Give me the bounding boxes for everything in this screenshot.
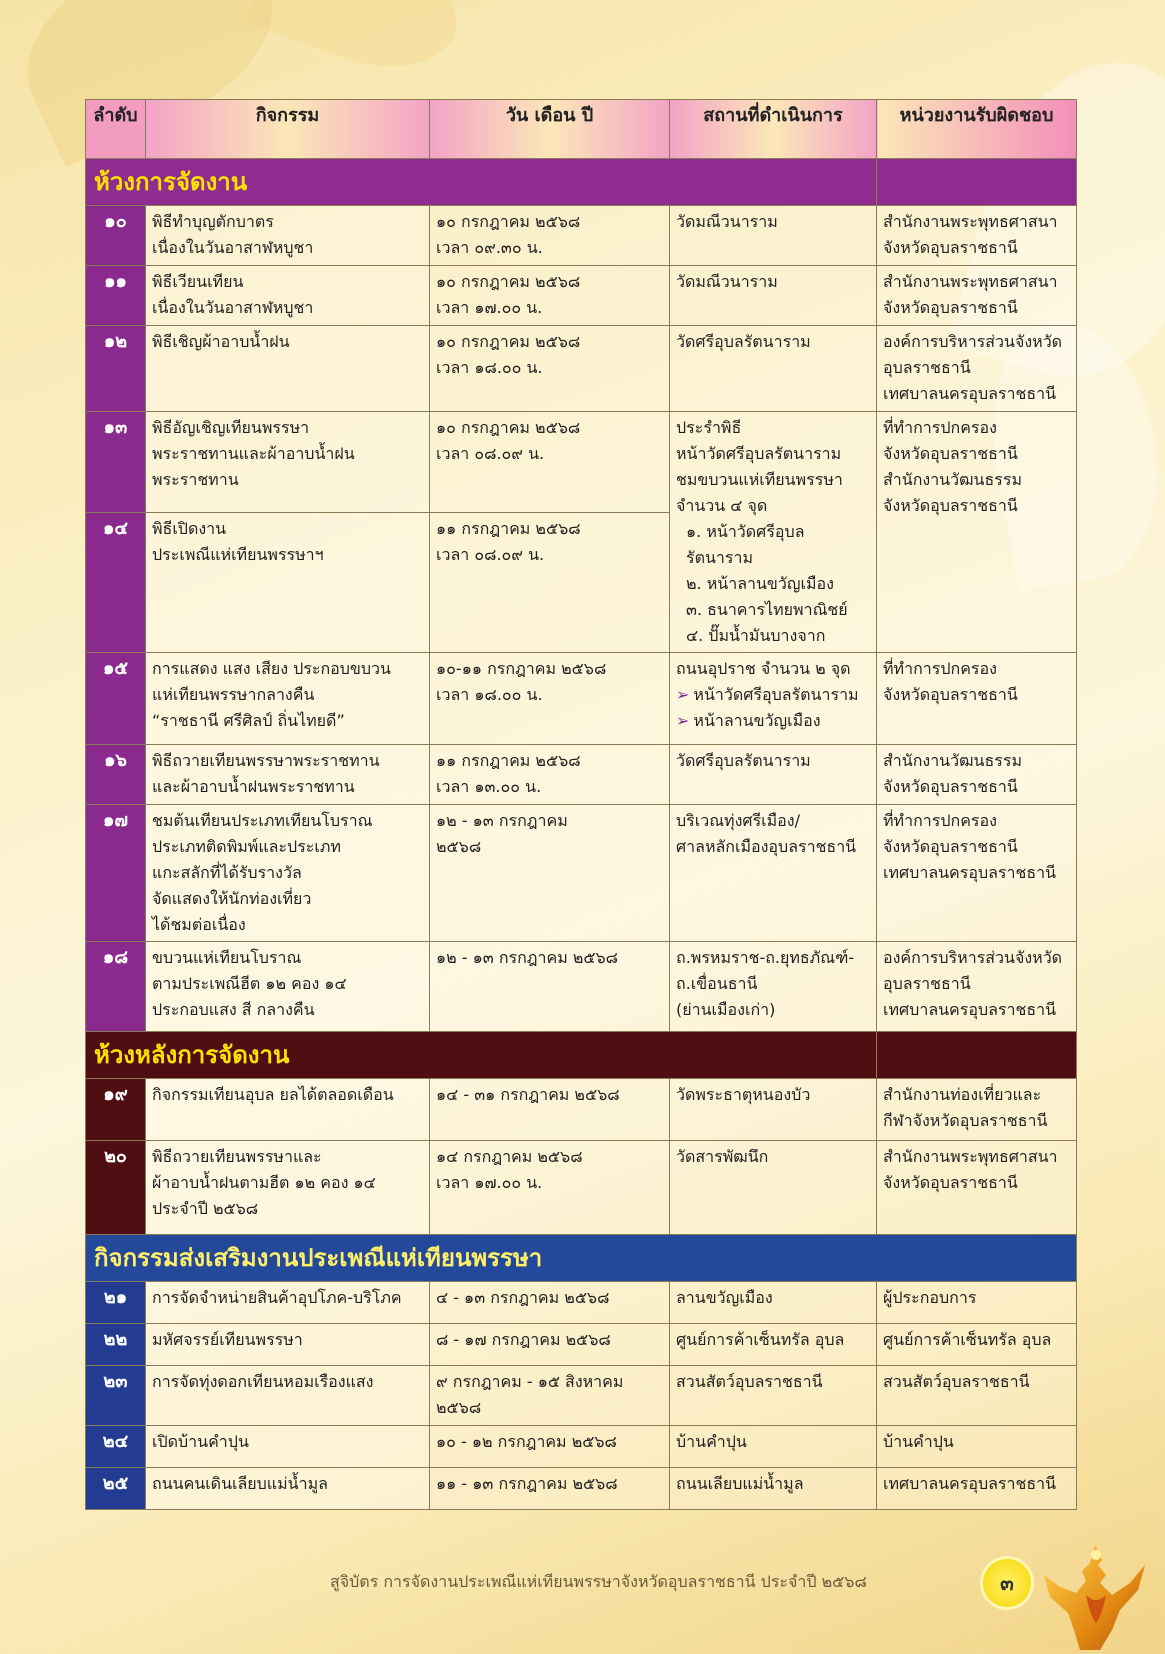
text-line: จัดแสดงให้นักท่องเที่ยว [152, 889, 312, 908]
text-line: การแสดง แสง เสียง ประกอบขบวน [152, 659, 391, 678]
text-line: เทศบาลนครอุบลราชธานี [883, 1474, 1057, 1493]
text-line: ที่ทำการปกครอง [883, 659, 997, 678]
table-row [86, 1426, 1077, 1468]
table-row [86, 326, 1077, 412]
table-row [86, 206, 1077, 266]
text-line: สำนักงานพระพุทธศาสนา [883, 272, 1058, 291]
text-line: ๙ กรกฎาคม - ๑๕ สิงหาคม [436, 1372, 624, 1391]
text-line: วัดมณีวนาราม [676, 212, 778, 231]
organizer-cell [877, 1079, 1077, 1141]
text-line: ๑๔ กรกฎาคม ๒๕๖๘ [436, 1147, 583, 1166]
text-line: จังหวัดอุบลราชธานี [883, 496, 1018, 515]
text-line: พิธีถวายเทียนพรรษาพระราชทาน [152, 751, 380, 770]
text-line: เวลา ๐๘.๐๙ น. [436, 444, 545, 463]
date-cell [430, 653, 670, 745]
text-line: พิธีเปิดงาน [152, 518, 227, 538]
header-organizer: หน่วยงานรับผิดชอบ [877, 100, 1077, 159]
text-line: ๑๑ กรกฎาคม ๒๕๖๘ [436, 751, 581, 770]
activity-cell [146, 1324, 430, 1366]
text-line: ที่ทำการปกครอง [883, 811, 997, 830]
text-line: องค์การบริหารส่วนจังหวัด [883, 948, 1063, 967]
table-row [86, 412, 1077, 513]
date-cell [430, 512, 670, 652]
date-cell [430, 412, 670, 513]
arrow-list-item [676, 708, 870, 734]
organizer-cell [877, 653, 1077, 745]
text-line: ๑๐ กรกฎาคม ๒๕๖๘ [436, 272, 581, 291]
text-line: การจัดจำหน่ายสินค้าอุปโภค-บริโภค [152, 1288, 402, 1307]
section-title: ห้วงหลังการจัดงาน [86, 1032, 877, 1079]
text-line: ผู้ประกอบการ [883, 1288, 977, 1307]
text-line: ๔ - ๑๓ กรกฎาคม ๒๕๖๘ [436, 1288, 610, 1307]
text-line: จังหวัดอุบลราชธานี [883, 685, 1018, 704]
text-line: ๑๒ - ๑๓ กรกฎาคม [436, 811, 568, 830]
text-line: บริเวณทุ่งศรีเมือง/ [676, 811, 800, 830]
place-cell [670, 1079, 877, 1141]
text-line: สำนักงานท่องเที่ยวและ [883, 1085, 1042, 1104]
text-line: บ้านคำปุน [676, 1432, 747, 1451]
row-number: ๒๕ [86, 1468, 146, 1510]
bg-decoration [246, 0, 475, 91]
row-number: ๑๐ [86, 206, 146, 266]
text-line: จังหวัดอุบลราชธานี [883, 298, 1018, 317]
date-cell [430, 1366, 670, 1426]
text-line: สวนสัตว์อุบลราชธานี [883, 1372, 1030, 1391]
activity-cell [146, 745, 430, 805]
date-cell [430, 326, 670, 412]
text-line: วัดมณีวนาราม [676, 272, 778, 291]
section-row [86, 1032, 1077, 1079]
text-line: จำนวน ๔ จุด [676, 496, 768, 515]
table-row [86, 1468, 1077, 1510]
text-line: เวลา ๑๓.๐๐ น. [436, 777, 542, 796]
table-row [86, 942, 1077, 1032]
text-line: พิธีเวียนเทียน [152, 272, 244, 291]
text-line: กิจกรรมเทียนอุบล ยลได้ตลอดเดือน [152, 1085, 394, 1104]
text-line: และผ้าอาบน้ำฝนพระราชทาน [152, 777, 355, 796]
table-row [86, 1141, 1077, 1235]
date-cell [430, 1468, 670, 1510]
activity-cell [146, 206, 430, 266]
text-line: เปิดบ้านคำปุน [152, 1432, 249, 1451]
activity-cell [146, 412, 430, 513]
row-number: ๑๘ [86, 942, 146, 1032]
place-cell [670, 653, 877, 745]
activity-cell [146, 653, 430, 745]
list-item: ๓. ธนาคารไทยพาณิชย์ [686, 600, 848, 619]
text-line: วัดพระธาตุหนองบัว [676, 1085, 811, 1104]
text-line: ศูนย์การค้าเซ็นทรัล อุบล [676, 1330, 845, 1349]
text-line: สวนสัตว์อุบลราชธานี [676, 1372, 823, 1391]
table-row [86, 1324, 1077, 1366]
organizer-cell [877, 745, 1077, 805]
arrow-list-item [676, 682, 870, 708]
text-line: “ราชธานี ศรีศิลป์ ถิ่นไทยดี” [152, 711, 345, 730]
organizer-cell [877, 1282, 1077, 1324]
text-line: สำนักงานวัฒนธรรม [883, 470, 1022, 489]
text-line: ลานขวัญเมือง [676, 1288, 773, 1307]
activity-cell [146, 326, 430, 412]
text-line: พิธีทำบุญตักบาตร [152, 212, 274, 231]
text-line: เทศบาลนครอุบลราชธานี [883, 1000, 1057, 1019]
place-cell [670, 1324, 877, 1366]
garuda-emblem-icon [1040, 1535, 1150, 1650]
date-cell [430, 1141, 670, 1235]
header-activity: กิจกรรม [146, 100, 430, 159]
text-line: การจัดทุ่งดอกเทียนหอมเรืองแสง [152, 1372, 374, 1391]
date-cell [430, 942, 670, 1032]
date-cell [430, 805, 670, 942]
list-item: ๒. หน้าลานขวัญเมือง [686, 574, 834, 593]
row-number: ๑๒ [86, 326, 146, 412]
organizer-cell [877, 1141, 1077, 1235]
organizer-cell [877, 942, 1077, 1032]
text-line: แห่เทียนพรรษากลางคืน [152, 685, 315, 704]
section-title: กิจกรรมส่งเสริมงานประเพณีแห่เทียนพรรษา [86, 1235, 1077, 1282]
text-line: ประกอบแสง สี กลางคืน [152, 1000, 315, 1019]
place-cell [670, 942, 877, 1032]
text-line: ถนนอุปราช จำนวน ๒ จุด [676, 659, 851, 678]
text-line: เวลา ๑๗.๐๐ น. [436, 298, 543, 317]
text-line: สำนักงานวัฒนธรรม [883, 751, 1022, 770]
row-number: ๑๗ [86, 805, 146, 942]
activity-cell [146, 1426, 430, 1468]
date-cell [430, 206, 670, 266]
page-number: ๓ [1000, 1571, 1014, 1595]
date-cell [430, 266, 670, 326]
activity-cell [146, 1366, 430, 1426]
text-line: ถนนคนเดินเลียบแม่น้ำมูล [152, 1474, 328, 1493]
organizer-cell [877, 206, 1077, 266]
text-line: ชมขบวนแห่เทียนพรรษา [676, 470, 843, 489]
row-number: ๑๕ [86, 653, 146, 745]
place-cell [670, 805, 877, 942]
text-line: ผ้าอาบน้ำฝนตามฮีต ๑๒ คอง ๑๔ [152, 1173, 376, 1192]
section-row [86, 1235, 1077, 1282]
organizer-cell [877, 1366, 1077, 1426]
header-date: วัน เดือน ปี [430, 100, 670, 159]
text-line: ประรำพิธี [676, 418, 742, 437]
text-line: พิธีอัญเชิญเทียนพรรษา [152, 418, 310, 437]
table-row [86, 745, 1077, 805]
list-item: ๔. ปั๊มน้ำมันบางจาก [686, 626, 826, 645]
section-row [86, 159, 1077, 206]
text-line: ประจำปี ๒๕๖๘ [152, 1199, 259, 1218]
table-row [86, 1366, 1077, 1426]
text-line: มหัศจรรย์เทียนพรรษา [152, 1330, 303, 1349]
text-line: พิธีถวายเทียนพรรษาและ [152, 1147, 322, 1166]
arrow-bullet-icon: ➢ [676, 685, 690, 704]
row-number: ๑๓ [86, 412, 146, 513]
header-place: สถานที่ดำเนินการ [670, 100, 877, 159]
section-spacer [877, 159, 1077, 206]
place-cell [670, 1282, 877, 1324]
text-line: พิธีเชิญผ้าอาบน้ำฝน [152, 332, 290, 351]
place-cell [670, 266, 877, 326]
text-line: เวลา ๐๘.๐๙ น. [436, 544, 545, 564]
text-line: ศูนย์การค้าเซ็นทรัล อุบล [883, 1330, 1052, 1349]
table-header-row [86, 100, 1077, 159]
text-line: จังหวัดอุบลราชธานี [883, 837, 1018, 856]
date-cell [430, 1426, 670, 1468]
text-line: ๑๐ กรกฎาคม ๒๕๖๘ [436, 212, 581, 231]
text-line: เทศบาลนครอุบลราชธานี [883, 384, 1057, 403]
text-line: เนื่องในวันอาสาฬหบูชา [152, 298, 314, 317]
text-line: วัดศรีอุบลรัตนาราม [676, 332, 811, 351]
text-line: ๑๑ - ๑๓ กรกฎาคม ๒๕๖๘ [436, 1474, 618, 1493]
text-line: ๑๐ กรกฎาคม ๒๕๖๘ [436, 332, 581, 351]
text-line: อุบลราชธานี [883, 358, 971, 377]
place-cell [670, 412, 877, 653]
date-cell [430, 1079, 670, 1141]
table-row [86, 266, 1077, 326]
activity-cell [146, 1282, 430, 1324]
section-spacer [877, 1032, 1077, 1079]
text-line: ชมต้นเทียนประเภทเทียนโบราณ [152, 811, 373, 830]
row-number: ๒๒ [86, 1324, 146, 1366]
text-line: ๑๑ กรกฎาคม ๒๕๖๘ [436, 518, 581, 538]
organizer-cell [877, 412, 1077, 653]
footer-text: สูจิบัตร การจัดงานประเพณีแห่เทียนพรรษาจังหวัดอุบลราชธานี ประจำปี ๒๕๖๘ [330, 1572, 867, 1591]
text-line: ๘ - ๑๗ กรกฎาคม ๒๕๖๘ [436, 1330, 611, 1349]
organizer-cell [877, 805, 1077, 942]
row-number: ๑๙ [86, 1079, 146, 1141]
section-title: ห้วงการจัดงาน [86, 159, 877, 206]
text-line: เวลา ๑๘.๐๐ น. [436, 358, 543, 377]
text-line: ๑๒ - ๑๓ กรกฎาคม ๒๕๖๘ [436, 948, 619, 967]
place-cell [670, 1366, 877, 1426]
date-cell [430, 745, 670, 805]
place-cell [670, 1141, 877, 1235]
text-line: เทศบาลนครอุบลราชธานี [883, 863, 1057, 882]
activity-cell [146, 512, 430, 652]
row-number: ๒๓ [86, 1366, 146, 1426]
text-line: จังหวัดอุบลราชธานี [883, 238, 1018, 257]
row-number: ๑๔ [86, 512, 146, 652]
activity-cell [146, 805, 430, 942]
text-line: ตามประเพณีฮีต ๑๒ คอง ๑๔ [152, 974, 347, 993]
text-line: ๑๐-๑๑ กรกฎาคม ๒๕๖๘ [436, 659, 607, 678]
row-number: ๒๑ [86, 1282, 146, 1324]
organizer-cell [877, 1468, 1077, 1510]
organizer-cell [877, 1324, 1077, 1366]
text-line: เวลา ๐๙.๓๐ น. [436, 238, 543, 257]
organizer-cell [877, 266, 1077, 326]
text-line: หน้าวัดศรีอุบลรัตนาราม [693, 685, 859, 704]
place-cell [670, 1468, 877, 1510]
text-line: ศาลหลักเมืองอุบลราชธานี [676, 837, 857, 856]
text-line: เนื่องในวันอาสาฬหบูชา [152, 238, 314, 257]
table-row [86, 1282, 1077, 1324]
text-line: จังหวัดอุบลราชธานี [883, 1173, 1018, 1192]
activity-cell [146, 266, 430, 326]
date-cell [430, 1324, 670, 1366]
header-order: ลำดับ [86, 100, 146, 159]
activity-cell [146, 1079, 430, 1141]
text-line: จังหวัดอุบลราชธานี [883, 444, 1018, 463]
text-line: สำนักงานพระพุทธศาสนา [883, 1147, 1058, 1166]
activity-cell [146, 942, 430, 1032]
text-line: อุบลราชธานี [883, 974, 971, 993]
text-line: วัดสารพัฒนึก [676, 1147, 769, 1166]
table-row [86, 1079, 1077, 1141]
table-row [86, 805, 1077, 942]
text-line: แกะสลักที่ได้รับรางวัล [152, 863, 302, 882]
text-line: ถ.พรหมราช-ถ.ยุทธภัณฑ์- [676, 948, 855, 967]
activity-cell [146, 1468, 430, 1510]
text-line: ถ.เขื่อนธานี [676, 974, 758, 993]
text-line: ๒๕๖๘ [436, 837, 482, 856]
row-number: ๑๖ [86, 745, 146, 805]
text-line: บ้านคำปุน [883, 1432, 954, 1451]
organizer-cell [877, 326, 1077, 412]
text-line: พระราชทาน [152, 470, 239, 489]
text-line: ๑๐ กรกฎาคม ๒๕๖๘ [436, 418, 581, 437]
text-line: กีฬาจังหวัดอุบลราชธานี [883, 1111, 1048, 1130]
text-line: ขบวนแห่เทียนโบราณ [152, 948, 302, 967]
place-cell [670, 745, 877, 805]
text-line: ได้ชมต่อเนื่อง [152, 915, 246, 934]
activity-cell [146, 1141, 430, 1235]
place-cell [670, 206, 877, 266]
text-line: หน้าลานขวัญเมือง [693, 711, 821, 730]
place-cell [670, 1426, 877, 1468]
text-line: ประเพณีแห่เทียนพรรษาฯ [152, 544, 324, 564]
table-row [86, 653, 1077, 745]
text-line: พระราชทานและผ้าอาบน้ำฝน [152, 444, 355, 463]
row-number: ๑๑ [86, 266, 146, 326]
list-item: ๑. หน้าวัดศรีอุบลรัตนาราม [686, 522, 805, 567]
text-line: (ย่านเมืองเก่า) [676, 1000, 776, 1019]
text-line: เวลา ๑๗.๐๐ น. [436, 1173, 543, 1192]
organizer-cell [877, 1426, 1077, 1468]
text-line: จังหวัดอุบลราชธานี [883, 777, 1018, 796]
text-line: สำนักงานพระพุทธศาสนา [883, 212, 1058, 231]
row-number: ๒๐ [86, 1141, 146, 1235]
date-cell [430, 1282, 670, 1324]
schedule-table [85, 99, 1077, 1510]
text-line: ประเภทติดพิมพ์และประเภท [152, 837, 341, 856]
text-line: ถนนเลียบแม่น้ำมูล [676, 1474, 804, 1493]
text-line: วัดศรีอุบลรัตนาราม [676, 751, 811, 770]
row-number: ๒๔ [86, 1426, 146, 1468]
text-line: ๑๔ - ๓๑ กรกฎาคม ๒๕๖๘ [436, 1085, 620, 1104]
text-line: ๑๐ - ๑๒ กรกฎาคม ๒๕๖๘ [436, 1432, 617, 1451]
page-number-badge [980, 1556, 1034, 1610]
text-line: หน้าวัดศรีอุบลรัตนาราม [676, 444, 842, 463]
place-cell [670, 326, 877, 412]
text-line: องค์การบริหารส่วนจังหวัด [883, 332, 1063, 351]
text-line: ๒๕๖๘ [436, 1398, 482, 1417]
text-line: เวลา ๑๘.๐๐ น. [436, 685, 543, 704]
text-line: ที่ทำการปกครอง [883, 418, 997, 437]
arrow-bullet-icon: ➢ [676, 711, 690, 730]
